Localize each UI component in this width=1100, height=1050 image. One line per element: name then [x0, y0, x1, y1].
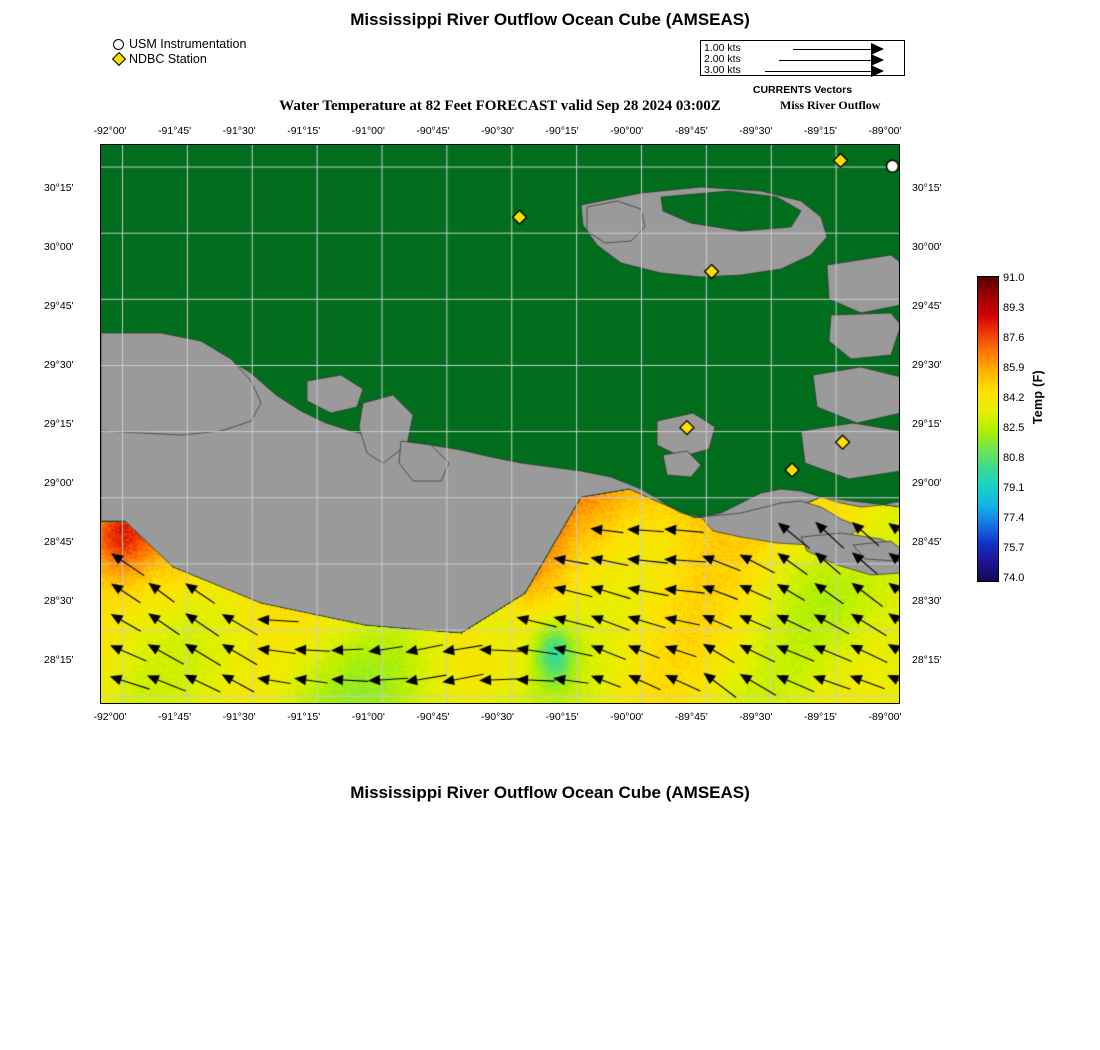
- lat-tick-label: 29°15': [44, 418, 74, 430]
- colorbar-tick-label: 77.4: [1003, 512, 1025, 524]
- lat-tick-label: 29°30': [44, 359, 74, 371]
- bottom-title: Mississippi River Outflow Ocean Cube (AMSEAS): [350, 783, 750, 802]
- colorbar-tick-label: 89.3: [1003, 302, 1025, 314]
- legend-usm-label: USM Instrumentation: [129, 37, 247, 51]
- colorbar-tick-label: 80.8: [1003, 452, 1025, 464]
- colorbar-tick-label: 79.1: [1003, 482, 1025, 494]
- colorbar-tick-label: 91.0: [1003, 272, 1025, 284]
- miss-river-outflow-label: Miss River Outflow: [780, 98, 881, 112]
- lon-tick-label: -90°15': [545, 711, 579, 723]
- lat-tick-label: 29°15': [912, 418, 942, 430]
- lat-tick-label: 28°30': [44, 595, 74, 607]
- currents-vector-key: [700, 40, 905, 76]
- lon-tick-label: -89°45': [674, 125, 708, 137]
- colorbar-tick-label: 75.7: [1003, 542, 1025, 554]
- lon-tick-label: -90°45': [416, 125, 450, 137]
- lon-tick-label: -90°30': [480, 711, 515, 723]
- lat-tick-label: 30°15': [912, 182, 942, 194]
- colorbar-tick-label: 87.6: [1003, 332, 1025, 344]
- map-subtitle: Water Temperature at 82 Feet FORECAST valid Sep 28 2024 03:00Z: [279, 98, 721, 114]
- lat-tick-label: 30°15': [44, 182, 74, 194]
- map-raster: [101, 145, 900, 704]
- lon-tick-label: -90°45': [416, 711, 450, 723]
- colorbar: [977, 276, 999, 582]
- lon-tick-label: -91°15': [287, 711, 321, 723]
- vector-key-label-2: 2.00 kts: [704, 53, 741, 65]
- lat-tick-label: 28°45': [44, 536, 74, 548]
- lat-tick-label: 30°00': [44, 241, 74, 253]
- vector-key-label-3: 3.00 kts: [704, 64, 741, 76]
- lon-tick-label: -91°45': [158, 125, 192, 137]
- lon-tick-label: -90°15': [545, 125, 579, 137]
- lat-tick-label: 28°15': [44, 654, 74, 666]
- map-plot-area[interactable]: [100, 144, 900, 704]
- colorbar-tick-label: 74.0: [1003, 572, 1025, 584]
- lon-tick-label: -89°30': [739, 711, 773, 723]
- legend-ndbc-label: NDBC Station: [129, 52, 207, 66]
- lon-tick-label: -89°30': [739, 125, 773, 137]
- colorbar-axis-title: Temp (F): [1031, 370, 1045, 425]
- lon-tick-label: -90°00': [610, 125, 644, 137]
- colorbar-tick-label: 85.9: [1003, 362, 1025, 374]
- lat-tick-label: 29°45': [912, 300, 942, 312]
- lon-tick-label: -91°00': [351, 711, 385, 723]
- lon-tick-label: -91°15': [287, 125, 321, 137]
- colorbar-tick-label: 84.2: [1003, 392, 1025, 404]
- lon-tick-label: -89°45': [674, 711, 708, 723]
- vector-arrow-icon: [871, 65, 884, 77]
- lat-tick-label: 28°15': [912, 654, 942, 666]
- legend-ndbc-station: [112, 52, 207, 66]
- lon-tick-label: -91°45': [158, 711, 192, 723]
- lat-tick-label: 28°30': [912, 595, 942, 607]
- page-title: Mississippi River Outflow Ocean Cube (AMSEAS): [350, 10, 750, 29]
- lon-tick-label: -91°30': [222, 711, 256, 723]
- diamond-marker-icon: [112, 53, 125, 66]
- lat-tick-label: 30°00': [912, 241, 942, 253]
- lon-tick-label: -89°15': [803, 125, 837, 137]
- lon-tick-label: -90°00': [610, 711, 644, 723]
- lat-tick-label: 29°00': [44, 477, 74, 489]
- currents-vector-key-title: CURRENTS Vectors: [752, 84, 853, 96]
- circle-marker-icon: [112, 38, 125, 51]
- lon-tick-label: -91°00': [351, 125, 385, 137]
- lon-tick-label: -89°00': [868, 125, 902, 137]
- colorbar-tick-label: 82.5: [1003, 422, 1025, 434]
- lat-tick-label: 29°00': [912, 477, 942, 489]
- legend-usm-instrumentation: [112, 37, 246, 51]
- lon-tick-label: -92°00': [93, 711, 127, 723]
- lat-tick-label: 28°45': [912, 536, 942, 548]
- lon-tick-label: -91°30': [222, 125, 256, 137]
- lon-tick-label: -92°00': [93, 125, 127, 137]
- lon-tick-label: -90°30': [480, 125, 515, 137]
- lat-tick-label: 29°30': [912, 359, 942, 371]
- vector-key-label-1: 1.00 kts: [704, 42, 741, 54]
- lon-tick-label: -89°00': [868, 711, 902, 723]
- lat-tick-label: 29°45': [44, 300, 74, 312]
- lon-tick-label: -89°15': [803, 711, 837, 723]
